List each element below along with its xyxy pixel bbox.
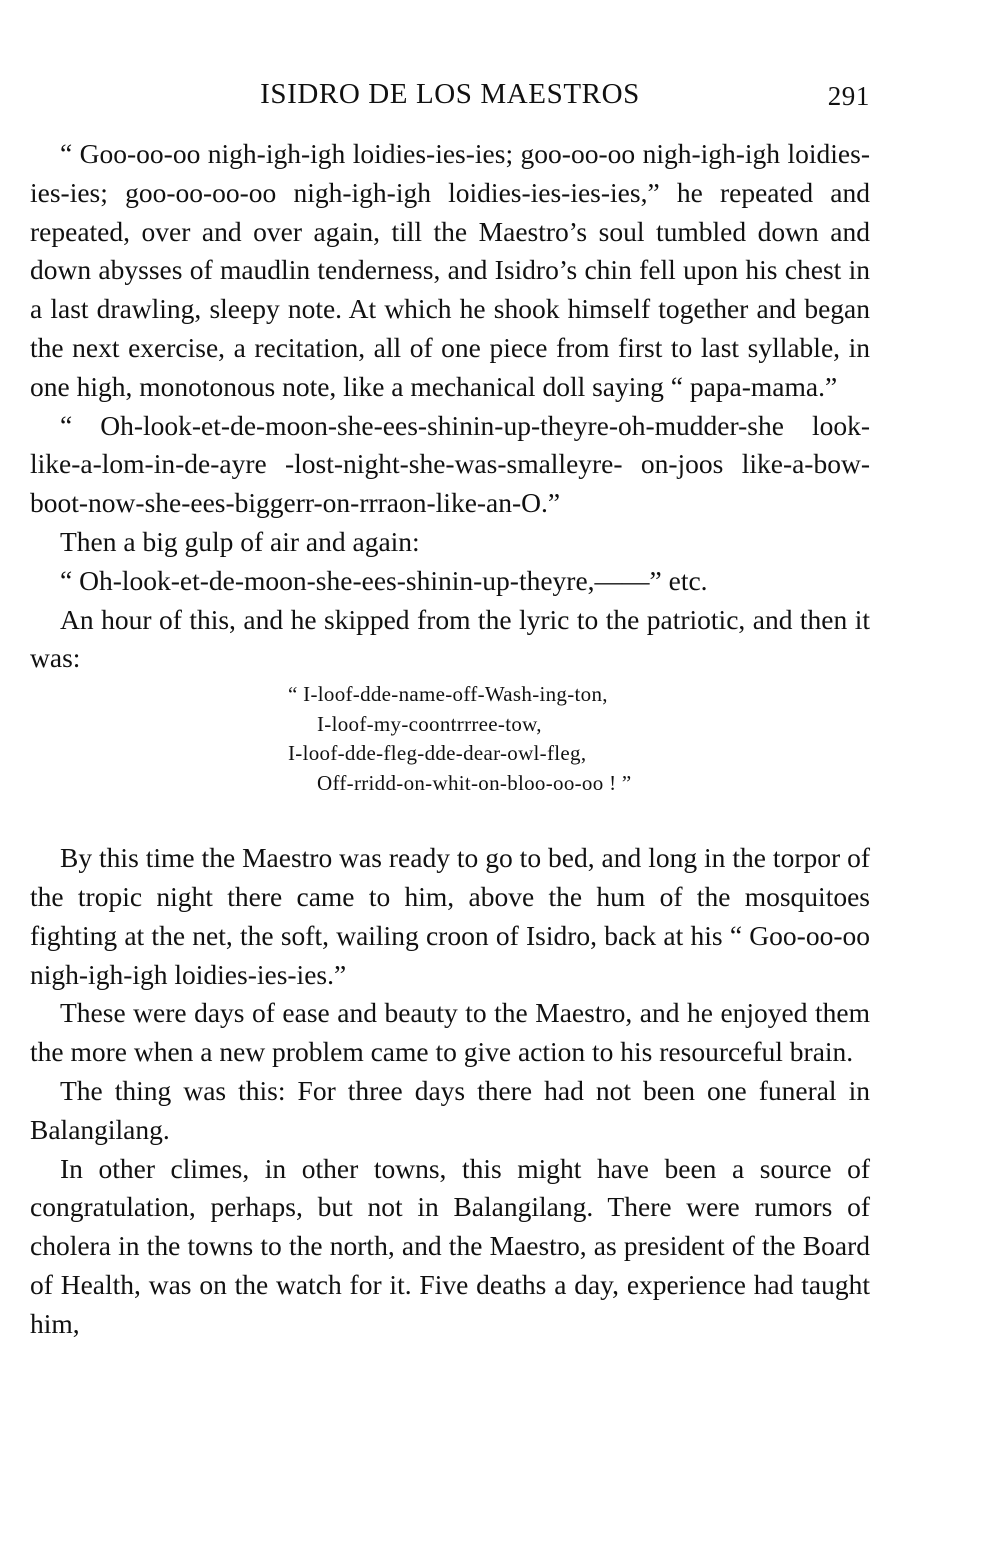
paragraph-days-of-ease: These were days of ease and beauty to the Maestro, and he enjoyed them the more when a new problem came to give action to his resourceful brain.	[30, 997, 870, 1068]
page-header	[30, 78, 870, 118]
body-text	[30, 135, 870, 1344]
paragraph-moon-recitation: “ Oh-look-et-de-moon-she-ees-shinin-up-theyre-oh-mudder-she look-like-a-lom-in-de-ayre -lost-night-she-was-smalleyre- on-joos like-a-bow-boot-now-she-ees-biggerr-on-rrraon-like-an-O.”	[30, 409, 870, 519]
paragraph-bedtime: By this time the Maestro was ready to go to bed, and long in the torpor of the tropic night there came to him, above the hum of the mosquitoes fighting at the net, the soft, wailing croon of Isidro, back at his “ Goo-oo-oo nigh-igh-igh loidies-ies-ies.”	[30, 842, 870, 990]
poem-line: I-loof-dde-fleg-dde-dear-owl-fleg,	[288, 741, 587, 766]
paragraph-moon-repeat: “ Oh-look-et-de-moon-she-ees-shinin-up-theyre,——” etc.	[60, 564, 708, 596]
running-head: ISIDRO DE LOS MAESTROS	[260, 78, 640, 110]
paragraph-cholera-rumors: In other climes, in other towns, this might have been a source of congratulation, perhaps, but not in Balangilang. There were rumors of cholera in the towns to the north, and the Maestro, as president of the Board of Health, was on the watch for it. Five deaths a day, experience had taught him,	[30, 1152, 870, 1339]
paragraph-gulp-of-air: Then a big gulp of air and again:	[60, 525, 420, 557]
paragraph-patriotic-intro: An hour of this, and he skipped from the lyric to the patriotic, and then it was:	[30, 603, 870, 674]
paragraph-no-funeral: The thing was this: For three days there had not been one funeral in Balangilang.	[30, 1074, 870, 1145]
paragraph-lullaby: “ Goo-oo-oo nigh-igh-igh loidies-ies-ies; goo-oo-oo nigh-igh-igh loidies-ies-ies; goo-oo-oo-oo nigh-igh-igh loidies-ies-ies-ies,” he repeated and repeated, over and over again, till the Maestro’s soul tumbled down and down abysses of maudlin tenderness, and Isidro’s chin fell upon his chest in a last drawling, sleepy note. At which he shook himself together and began the next exercise, a recitation, all of one piece from first to last syllable, in one high, monotonous note, like a mechanical doll saying “ papa-mama.”	[30, 138, 870, 402]
poem-line: “ I-loof-dde-name-off-Wash-ing-ton,	[288, 682, 608, 707]
poem-verse	[288, 680, 870, 798]
poem-line: I-loof-my-coontrrree-tow,	[317, 711, 542, 736]
poem-line: Off-rridd-on-whit-on-bloo-oo-oo ! ”	[317, 770, 632, 795]
page-number: 291	[827, 81, 870, 111]
